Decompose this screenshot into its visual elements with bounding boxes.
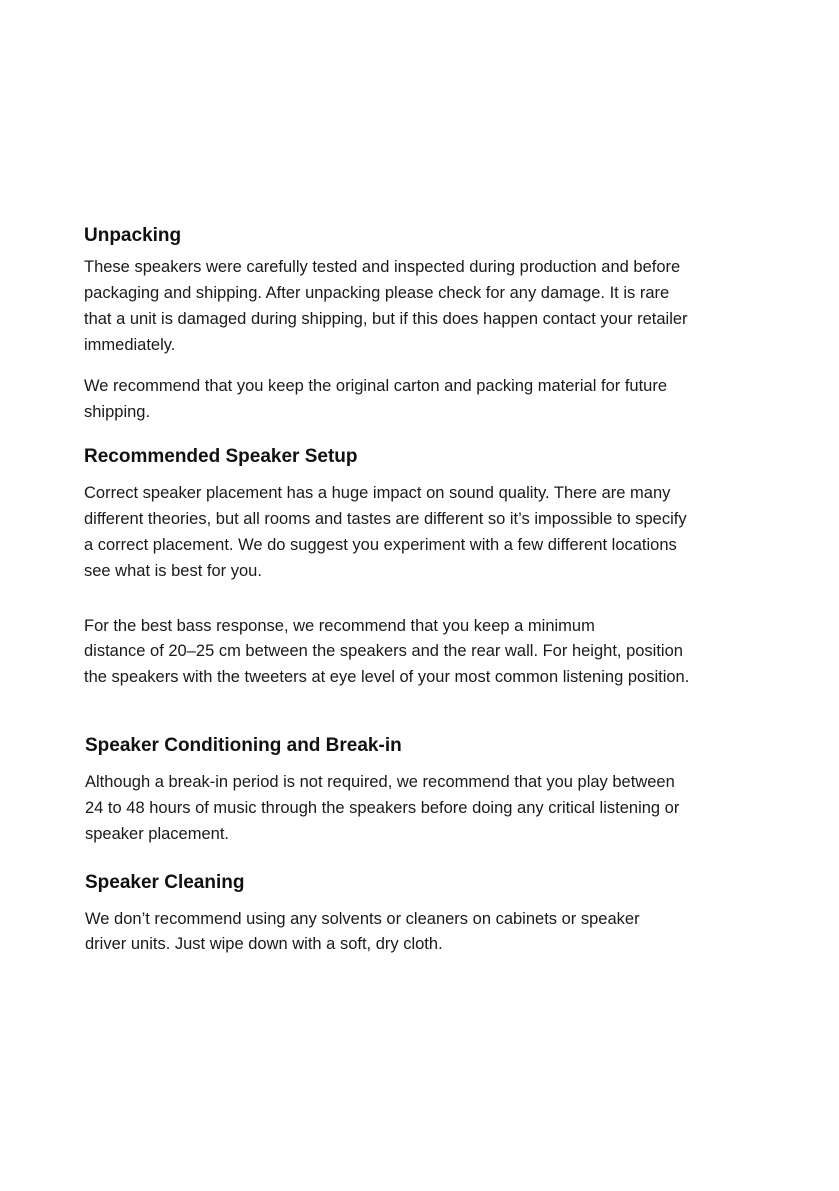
unpacking-p1-line-2: packaging and shipping. After unpacking please check for any damage. It is rare <box>84 284 670 302</box>
conditioning-p1-line-1: Although a break-in period is not required, we recommend that you play between <box>85 773 675 791</box>
conditioning-p1-line-2: 24 to 48 hours of music through the speakers before doing any critical listening or <box>85 799 680 817</box>
cleaning-p1-line-1: We don’t recommend using any solvents or cleaners on cabinets or speaker <box>85 910 640 928</box>
unpacking-p2-line-2: shipping. <box>84 403 151 421</box>
setup-p1-line-3: a correct placement. We do suggest you experiment with a few different locations <box>84 536 677 554</box>
setup-p1-line-2: different theories, but all rooms and tastes are different so it’s impossible to specify <box>84 510 687 528</box>
heading-speaker-conditioning: Speaker Conditioning and Break-in <box>85 735 402 756</box>
cleaning-p1-line-2: driver units. Just wipe down with a soft, dry cloth. <box>85 935 443 953</box>
unpacking-p1-line-1: These speakers were carefully tested and inspected during production and before <box>84 258 681 276</box>
heading-speaker-cleaning: Speaker Cleaning <box>85 872 245 893</box>
setup-p1-line-4: see what is best for you. <box>84 562 262 580</box>
setup-p1-line-1: Correct speaker placement has a huge impact on sound quality. There are many <box>84 484 671 502</box>
setup-p2-line-3: the speakers with the tweeters at eye level of your most common listening position. <box>84 668 690 686</box>
unpacking-p1-line-3: that a unit is damaged during shipping, but if this does happen contact your retailer <box>84 310 688 328</box>
unpacking-p2-line-1: We recommend that you keep the original carton and packing material for future <box>84 377 668 395</box>
setup-p2-line-1: For the best bass response, we recommend that you keep a minimum <box>84 617 595 635</box>
conditioning-p1-line-3: speaker placement. <box>85 825 229 843</box>
unpacking-p1-line-4: immediately. <box>84 336 176 354</box>
setup-p2-line-2: distance of 20–25 cm between the speakers and the rear wall. For height, position <box>84 642 683 660</box>
heading-recommended-speaker-setup: Recommended Speaker Setup <box>84 446 358 467</box>
heading-unpacking: Unpacking <box>84 225 182 246</box>
